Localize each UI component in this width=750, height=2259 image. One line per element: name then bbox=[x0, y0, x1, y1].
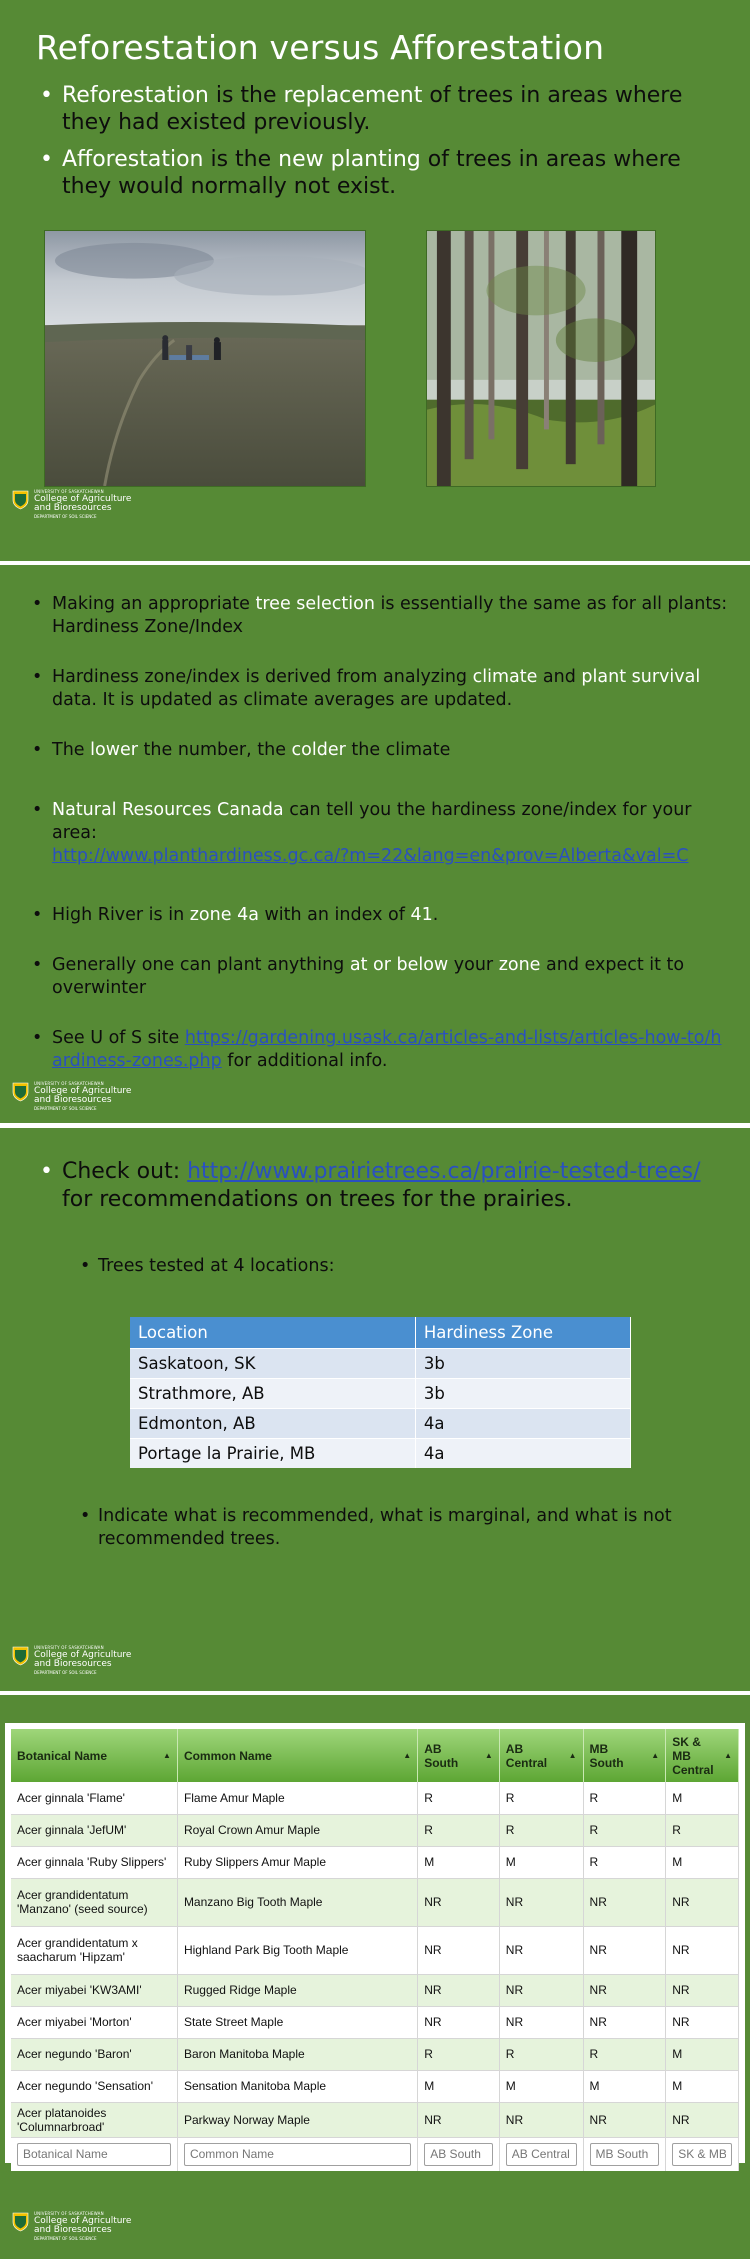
table-row: Acer miyabei 'KW3AMI' Rugged Ridge Maple NR NR NR NR bbox=[11, 1974, 739, 2006]
table-row: Acer negundo 'Sensation' Sensation Manitoba Maple M M M M bbox=[11, 2070, 739, 2102]
location-zone-table bbox=[130, 1317, 631, 1468]
column-header-common-name[interactable]: Common Name ▲ bbox=[177, 1729, 417, 1782]
bullet-plant-below-zone: • Generally one can plant anything at or below your zone and expect it to overwinter bbox=[30, 954, 730, 1000]
university-shield-icon bbox=[12, 2212, 29, 2232]
university-shield-icon bbox=[12, 490, 29, 510]
bullet-lower-colder: • The lower the number, the colder the climate bbox=[30, 739, 730, 762]
column-header-botanical-name[interactable]: Botanical Name ▲ bbox=[11, 1729, 177, 1782]
sort-arrow-icon[interactable]: ▲ bbox=[724, 1750, 732, 1760]
botanical-name-filter-input[interactable] bbox=[17, 2143, 171, 2166]
slide-hardiness-zone bbox=[0, 565, 750, 1123]
tree-ratings-card bbox=[5, 1723, 745, 2163]
college-logo: UNIVERSITY OF SASKATCHEWAN College of Agriculture and Bioresources DEPARTMENT OF SOIL SCIENCE bbox=[12, 1646, 131, 1675]
usask-link[interactable]: https://gardening.usask.ca/articles-and-lists/articles-how-to/hardiness-zones.php bbox=[52, 1028, 722, 1071]
table-row: Saskatoon, SK 3b bbox=[130, 1348, 631, 1378]
slide-reforestation bbox=[0, 0, 750, 561]
university-shield-icon bbox=[12, 1646, 29, 1666]
bullet-afforestation: • Afforestation is the new planting of trees in areas where they would normally not exist. bbox=[38, 146, 718, 200]
column-header-ab-south[interactable]: AB South ▲ bbox=[418, 1729, 500, 1782]
ab-south-filter-input[interactable] bbox=[424, 2143, 493, 2166]
tree-ratings-table bbox=[11, 1729, 739, 2171]
bullet-nrcan: • Natural Resources Canada can tell you the hardiness zone/index for your area: http://www.planthardiness.gc.ca/?m=22&lang=en&prov=Alberta&val=C bbox=[30, 799, 730, 868]
slide-title: Reforestation versus Afforestation bbox=[36, 28, 605, 67]
sort-arrow-icon[interactable]: ▲ bbox=[484, 1750, 493, 1760]
table-row: Acer miyabei 'Morton' State Street Maple NR NR NR NR bbox=[11, 2006, 739, 2038]
slide-prairie-trees bbox=[0, 1128, 750, 1691]
column-header-hardiness-zone: Hardiness Zone bbox=[415, 1317, 630, 1348]
bullet-check-out: • Check out: http://www.prairietrees.ca/prairie-tested-trees/ for recommendations on trees for the prairies. bbox=[38, 1158, 718, 1214]
forest-photo bbox=[426, 230, 656, 487]
table-row: Portage la Prairie, MB 4a bbox=[130, 1438, 631, 1468]
table-row: Acer grandidentatum 'Manzano' (seed source) Manzano Big Tooth Maple NR NR NR NR bbox=[11, 1878, 739, 1926]
sort-arrow-icon[interactable]: ▲ bbox=[163, 1750, 171, 1760]
nrcan-link[interactable]: http://www.planthardiness.gc.ca/?m=22&lang=en&prov=Alberta&val=C bbox=[52, 846, 689, 866]
bullet-trees-tested: • Trees tested at 4 locations: bbox=[80, 1255, 700, 1278]
bullet-high-river: • High River is in zone 4a with an index of 41. bbox=[30, 904, 730, 927]
filter-row bbox=[11, 2137, 739, 2171]
table-header-row bbox=[130, 1317, 631, 1348]
college-logo: UNIVERSITY OF SASKATCHEWAN College of Agriculture and Bioresources DEPARTMENT OF SOIL SCIENCE bbox=[12, 490, 131, 519]
table-row: Acer ginnala 'Ruby Slippers' Ruby Slippers Amur Maple M M R M bbox=[11, 1846, 739, 1878]
column-header-location: Location bbox=[130, 1317, 415, 1348]
bullet-usask-site: • See U of S site https://gardening.usask.ca/articles-and-lists/articles-how-to/hardiness-zones.php for additional info. bbox=[30, 1027, 730, 1073]
table-row: Strathmore, AB 3b bbox=[130, 1378, 631, 1408]
planting-photo bbox=[44, 230, 366, 487]
bullet-hardiness-derived: • Hardiness zone/index is derived from analyzing climate and plant survival data. It is updated as climate averages are updated. bbox=[30, 666, 730, 712]
college-logo: UNIVERSITY OF SASKATCHEWAN College of Agriculture and Bioresources DEPARTMENT OF SOIL SCIENCE bbox=[12, 1082, 131, 1111]
common-name-filter-input[interactable] bbox=[184, 2143, 411, 2166]
bullet-list bbox=[38, 82, 718, 210]
bullet-reforestation: • Reforestation is the replacement of trees in areas where they had existed previously. bbox=[38, 82, 718, 136]
table-row: Acer negundo 'Baron' Baron Manitoba Maple R R R M bbox=[11, 2038, 739, 2070]
sort-arrow-icon[interactable]: ▲ bbox=[568, 1750, 577, 1760]
sk-mb-central-filter-input[interactable] bbox=[672, 2143, 732, 2166]
table-row: Acer platanoides 'Columnarbroad' Parkway Norway Maple NR NR NR NR bbox=[11, 2102, 739, 2137]
mb-south-filter-input[interactable] bbox=[590, 2143, 660, 2166]
bullet-tree-selection: • Making an appropriate tree selection is essentially the same as for all plants: Hardiness Zone/Index bbox=[30, 593, 730, 639]
sort-arrow-icon[interactable]: ▲ bbox=[403, 1750, 412, 1760]
ab-central-filter-input[interactable] bbox=[506, 2143, 577, 2166]
bullet-indicate-recommended: • Indicate what is recommended, what is marginal, and what is not recommended trees. bbox=[80, 1505, 700, 1551]
table-row: Acer grandidentatum x saacharum 'Hipzam' Highland Park Big Tooth Maple NR NR NR NR bbox=[11, 1926, 739, 1974]
bullet-list bbox=[30, 593, 730, 1073]
table-row: Acer ginnala 'JefUM' Royal Crown Amur Maple R R R R bbox=[11, 1814, 739, 1846]
column-header-sk-mb-central[interactable]: SK & MB Central ▲ bbox=[666, 1729, 739, 1782]
college-logo: UNIVERSITY OF SASKATCHEWAN College of Agriculture and Bioresources DEPARTMENT OF SOIL SCIENCE bbox=[12, 2212, 131, 2241]
university-shield-icon bbox=[12, 1082, 29, 1102]
table-header-row bbox=[11, 1729, 739, 1782]
table-row: Acer ginnala 'Flame' Flame Amur Maple R R R M bbox=[11, 1782, 739, 1814]
slide-tree-ratings bbox=[0, 1695, 750, 2259]
column-header-mb-south[interactable]: MB South ▲ bbox=[583, 1729, 666, 1782]
table-row: Edmonton, AB 4a bbox=[130, 1408, 631, 1438]
column-header-ab-central[interactable]: AB Central ▲ bbox=[499, 1729, 583, 1782]
sort-arrow-icon[interactable]: ▲ bbox=[651, 1750, 660, 1760]
prairietrees-link[interactable]: http://www.prairietrees.ca/prairie-tested-trees/ bbox=[187, 1159, 701, 1184]
